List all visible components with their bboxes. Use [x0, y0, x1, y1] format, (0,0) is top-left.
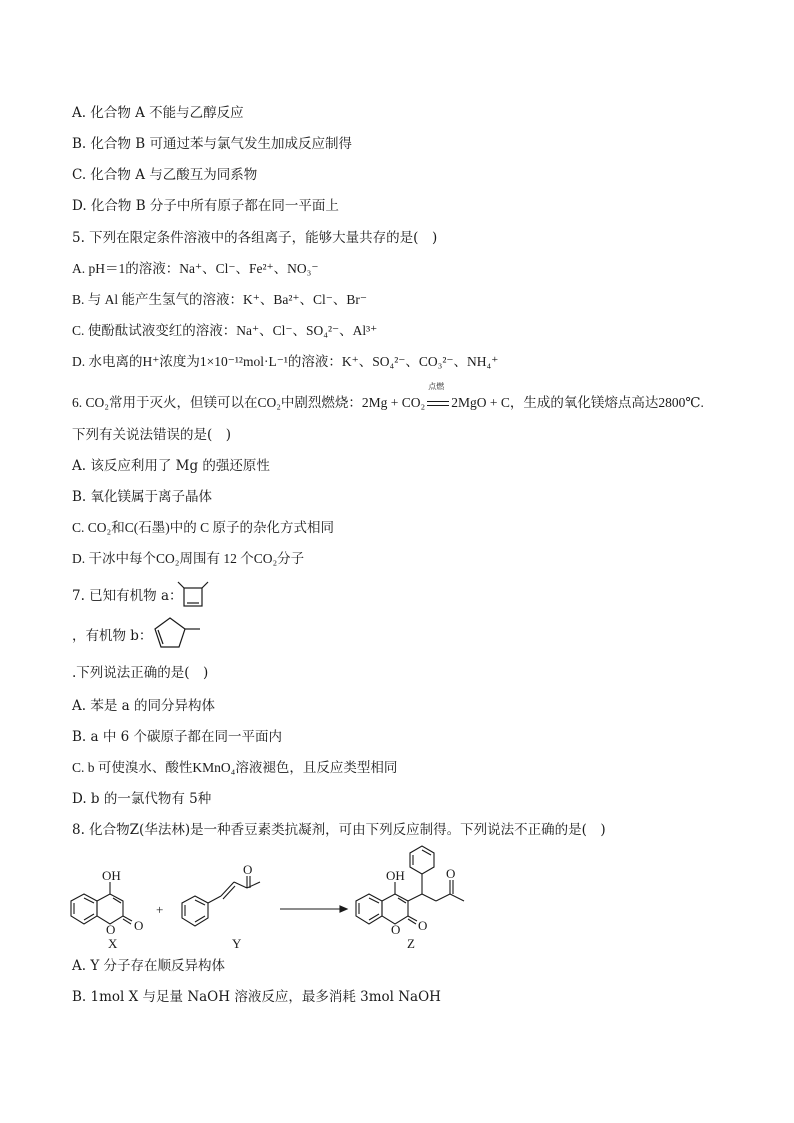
x-oh-label: OH — [102, 868, 121, 883]
z-oh-label: OH — [386, 868, 405, 883]
x-carbonyl-oxygen-label: O — [134, 918, 144, 933]
q8-option-b: B. 1mol X 与足量 NaOH 溶液反应，最多消耗 3mol NaOH — [72, 989, 441, 1005]
q6-stem-line2: 下列有关说法错误的是( ) — [72, 427, 232, 443]
q7-option-d: D. b 的一氯代物有 5种 — [72, 791, 212, 807]
label-y: Y — [232, 936, 242, 951]
reaction-condition: 点燃 — [428, 382, 445, 391]
q8-stem: 8. 化合物Z(华法林)是一种香豆素类抗凝剂，可由下列反应制得。下列说法不正确的是( ) — [72, 822, 606, 838]
q6-option-a: A. 该反应利用了 Mg 的强还原性 — [72, 458, 270, 474]
z-carbonyl-oxygen-label: O — [418, 918, 428, 933]
cyclobutene-structure-icon — [176, 580, 216, 610]
q6-option-b: B. 氧化镁属于离子晶体 — [72, 489, 213, 505]
q8-option-a: A. Y 分子存在顺反异构体 — [72, 958, 226, 974]
q4-option-c: C. 化合物 A 与乙酸互为同系物 — [72, 167, 258, 183]
q6-stem-post: 2MgO + C，生成的氧化镁熔点高达2800℃. — [451, 395, 704, 410]
q5-option-a: A. pH＝1的溶液：Na⁺、Cl⁻、Fe²⁺、NO₃⁻ — [72, 261, 319, 276]
q4-option-a: A. 化合物 A 不能与乙醇反应 — [72, 105, 244, 121]
q7-stem-a: 7. 已知有机物 a： — [72, 588, 183, 604]
q5-stem: 5. 下列在限定条件溶液中的各组离子，能够大量共存的是( ) — [72, 230, 438, 246]
y-carbonyl-oxygen-label: O — [243, 862, 253, 877]
z-ketone-oxygen-label: O — [446, 866, 456, 881]
plus-sign: + — [156, 902, 164, 917]
q5-option-c: C. 使酚酞试液变红的溶液：Na⁺、Cl⁻、SO₄²⁻、Al³⁺ — [72, 323, 378, 338]
q7-option-a: A. 苯是 a 的同分异构体 — [72, 698, 215, 714]
q6-option-c: C. CO₂和C(石墨)中的 C 原子的杂化方式相同 — [72, 520, 334, 535]
q6-option-d: D. 干冰中每个CO₂周围有 12 个CO₂分子 — [72, 551, 305, 566]
compound-z-structure — [356, 846, 464, 924]
label-z: Z — [407, 936, 415, 951]
q7-stem-b: ，有机物 b： — [72, 628, 153, 644]
q4-option-b: B. 化合物 B 可通过苯与氯气发生加成反应制得 — [72, 136, 353, 152]
q5-option-b: B. 与 Al 能产生氢气的溶液：K⁺、Ba²⁺、Cl⁻、Br⁻ — [72, 292, 368, 307]
q5-option-d: D. 水电离的H⁺浓度为1×10⁻¹²mol·L⁻¹的溶液：K⁺、SO₄²⁻、CO₃²⁻、NH₄⁺ — [72, 354, 499, 369]
arrowhead-icon — [340, 906, 347, 912]
reaction-arrow — [425, 382, 451, 412]
q7-stem2: .下列说法正确的是( ) — [72, 665, 209, 681]
q6-stem-pre: 6. CO₂常用于灭火，但镁可以在CO₂中剧烈燃烧：2Mg + CO₂ — [72, 395, 426, 410]
equals-sign-icon — [427, 401, 449, 406]
x-ring-oxygen-label: O — [106, 922, 116, 937]
z-ring-oxygen-label: O — [391, 922, 401, 937]
q7-option-b: B. a 中 6 个碳原子都在同一平面内 — [72, 729, 283, 745]
q6-stem-line1 — [72, 382, 704, 412]
warfarin-reaction-scheme — [60, 838, 580, 956]
label-x: X — [108, 936, 118, 951]
compound-x-structure — [71, 882, 132, 924]
compound-y-structure — [182, 876, 260, 926]
q7-option-c: C. b 可使溴水、酸性KMnO₄溶液褪色，且反应类型相同 — [72, 760, 398, 775]
methylcyclopentene-structure-icon — [150, 614, 204, 654]
q4-option-d: D. 化合物 B 分子中所有原子都在同一平面上 — [72, 198, 339, 214]
